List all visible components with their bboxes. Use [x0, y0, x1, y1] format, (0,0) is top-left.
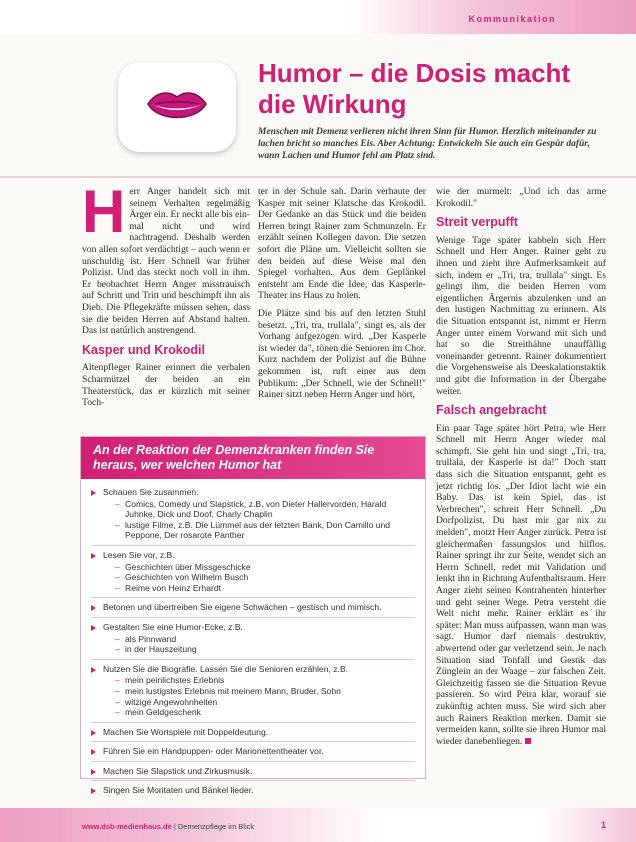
tips-subitem: – lustige Filme, z.B. Die Lümmel aus der letzten Bank, Don Camillo und Peppone, Der rosarote Panther [115, 520, 415, 541]
tips-subitem: – mein lustigstes Erlebnis mit meinem Mann, Bruder, Sohn [115, 686, 415, 697]
mouth-badge [118, 62, 236, 152]
tips-subitem: – als Pinnwand [115, 634, 415, 645]
lips-icon [146, 88, 208, 126]
paragraph: wie der murmelt: „Und ich das arme Krokodil." [436, 186, 606, 209]
tips-list-item-text: Lesen Sie vor, z.B. [103, 549, 175, 560]
tips-list-item-text: Gestalten Sie eine Humor-Ecke, z.B. [103, 621, 243, 632]
tips-list-item-text: Machen Sie Wortspiele mit Doppeldeutung. [103, 726, 269, 737]
tips-list-item [91, 598, 415, 618]
paragraph [436, 423, 606, 748]
tips-subitem: – Geschichten von Wilhelm Busch [115, 572, 415, 583]
tips-subitem: – Comics, Comedy und Slapstick, z.B. von Dieter Hallervorden, Harald Juhnke, Dick und Doof, Charly Chaplin [115, 499, 415, 520]
tips-list-item [91, 618, 415, 660]
tips-sublist [103, 675, 415, 717]
paragraph-text: Ein paar Tage später hört Petra, wie Herr Schnell mit Herrn Anger wieder mal schimpft. Sie geht hin und singt „Tri, tra, trullala, der Kasperle ist da!" Doch statt dass sich die Situation entspannt, geht es jetzt richtig los. „Der Idiot lacht wie ein Baby. Das ist kein Spiel, das ist Verbrechen", schreit Herr Schnell. „Du Dorfpolizist, Du hast mir gar nix zu melden", motzt Herr Anger zurück. Petra ist gleichermaßen fassungslos und hilflos. Rainer springt ihr zur Seite, wendet sich an Herrn Schnell, redet mit Validation und lenkt ihn in Richtung Aufenthaltsraum. Herr Anger zieht seinen Kontrahenten hinterher und geht seiner Wege. Petra versteht die Welt nicht mehr. Rainer erklärt es ihr später: Man muss aufpassen, wann man was sagt. Humor darf niemals destruktiv, abwertend oder gar verletzend sein. Je nach Situation sind Tonfall und Gestik das Zünglein an der Waage – zur falschen Zeit. Gleichzeitig fassen sie die Situation Revue passieren. So wird Petra klar, worauf sie zukünftig achten muss. Sie wird sich aber auch Rainers Reaktion merken. Damit sie vermeiden kann, sollte sie ihren Humor mal wieder danebenliegen. [436, 422, 606, 747]
tips-list [81, 479, 425, 800]
paragraph: Altenpfleger Rainer erinnert die verbalen Scharmützel der beiden an ein Theaterstück, das er kürzlich mit seiner Toch- [82, 362, 250, 409]
tips-list-item-text: Betonen und übertreiben Sie eigene Schwächen – gestisch und mimisch. [103, 602, 382, 613]
subheading-falsch: Falsch angebracht [436, 403, 547, 418]
paragraph: Die Plätze sind bis auf den letzten Stuhl besetzt. „Tri, tra, trullala", singt es, als der Vorhang aufgezogen wird. „Der Kasperle ist wieder da", tönen die Senioren im Chor. Kurz nachdem der Polizist auf die Bühne gekommen ist, ruft einer aus dem Publikum: „Der Schnell, wie der Schnell!" Rainer sitzt neben Herrn Anger und hört, [258, 307, 426, 401]
tips-subitem: – witzige Angewohnheiten [115, 697, 415, 708]
tips-list-item [91, 546, 415, 598]
footer [82, 822, 254, 831]
subheading-streit: Streit verpufft [436, 215, 518, 230]
tips-list-item-text: Führen Sie ein Handpuppen- oder Marionettentheater vor. [103, 746, 324, 757]
tips-box-title: An der Reaktion der Demenzkranken finden Sie heraus, wer welchen Humor hat [81, 437, 425, 479]
paragraph-text: err Anger handelt sich mit seinem Verhalten regelmäßig Ärger ein. Er neckt alle bis ein- mal nicht und wird nachtragend. Deshalb werden von allen sofort verdächtigt – auch wenn er unschuldig ist. Herr Schnell war früher Polizist. Und das steckt noch voll in ihm. Er beobachtet Herrn Anger misstrauisch auf Schritt und Tritt und beschimpft ihn als Dieb. Die Pflegekräfte müssen sehen, dass sie die beiden Herren auf Abstand halten. Das ist natürlich anstrengend. [82, 186, 250, 337]
tips-sublist [103, 562, 415, 594]
footer-publication: | Demenzpflege im Blick [171, 822, 255, 831]
tips-list-item-text: Singen Sie Moritaten und Bänkel lieder. [103, 785, 254, 796]
tips-subitem: – Reime von Heinz Erhardt [115, 583, 415, 594]
article-title: Humor – die Dosis macht die Wirkung [258, 58, 571, 119]
subheading-kasper: Kasper und Krokodil [82, 342, 205, 357]
tips-list-item-text: Schauen Sie zusammen: [103, 487, 199, 497]
tips-list-item [91, 781, 415, 800]
page-number: 1 [600, 820, 606, 830]
paragraph: ter in der Schule sah. Darin verhaute der Kasper mit seiner Klatsche das Krokodil. Der Gedanke an das Stück und die beiden Herren bringt Rainer zum Schmunzeln. Er erzählt seinen Kollegen davon. Die setzen sofort die Pläne um. Vielleicht sollten sie den beiden auf diese Weise mal den Spiegel vorhalten. Aus dem Geplänkel entsteht am Ende die Idee, das Kasperle-Theater ins Haus zu holen. [258, 186, 426, 302]
section-label: Kommunikation [468, 14, 556, 24]
tips-list-item [91, 762, 415, 782]
tips-subitem: – Geschichten über Missgeschicke [115, 562, 415, 573]
article-intro: Menschen mit Demenz verlieren nicht ihren Sinn für Humor. Herzlich miteinander zu lachen bricht so manches Eis. Aber Achtung: Entwickeln Sie auch ein Gespür dafür, wann Lachen und Humor fehl am Platz sind. [258, 127, 597, 161]
end-mark-icon [525, 738, 531, 744]
tips-list-item [91, 723, 415, 743]
tips-list-item-text: Machen Sie Slapstick und Zirkusmusik. [103, 765, 253, 776]
tips-subitem: – mein Geldgeschenk [115, 707, 415, 718]
tips-subitem: – mein peinlichstes Erlebnis [115, 675, 415, 686]
footer-url[interactable]: www.dsb-medienhaus.de [82, 822, 172, 831]
tips-box [80, 436, 426, 796]
tips-subitem: – in der Hauszeitung [115, 644, 415, 655]
tips-list-item [91, 483, 415, 546]
column-3 [436, 186, 606, 753]
column-1 [82, 178, 250, 415]
tips-list-item-text: Nutzen Sie die Biografie. Lassen Sie die Senioren erzählen, z.B. [103, 663, 349, 674]
paragraph [82, 178, 250, 337]
column-2 [258, 186, 426, 407]
tips-sublist [103, 499, 415, 541]
tips-sublist [103, 634, 415, 655]
paragraph: Wenige Tage später kabbeln sich Herr Schnell und Herr Anger. Rainer geht zu ihnen und zieht ihre Aufmerksamkeit auf sich, indem er „Tri, tra, trullala" singt. Es gelingt ihm, die beiden Herren vom eigentlichen Ärgernis abzulenken und an den lustigen Nachmittag zu erinnern. Als die Situation entspannt ist, nimmt er Herrn Anger unter einem Vorwand mit sich und hat so die Streithähne unauffällig voneinander getrennt. Rainer dokumentiert die Vorgehensweise als Deeskalationstaktik und gibt die Information in der Übergabe weiter. [436, 234, 606, 397]
tips-list-item [91, 660, 415, 723]
tips-list-item [91, 742, 415, 762]
drop-cap: H [82, 178, 126, 245]
